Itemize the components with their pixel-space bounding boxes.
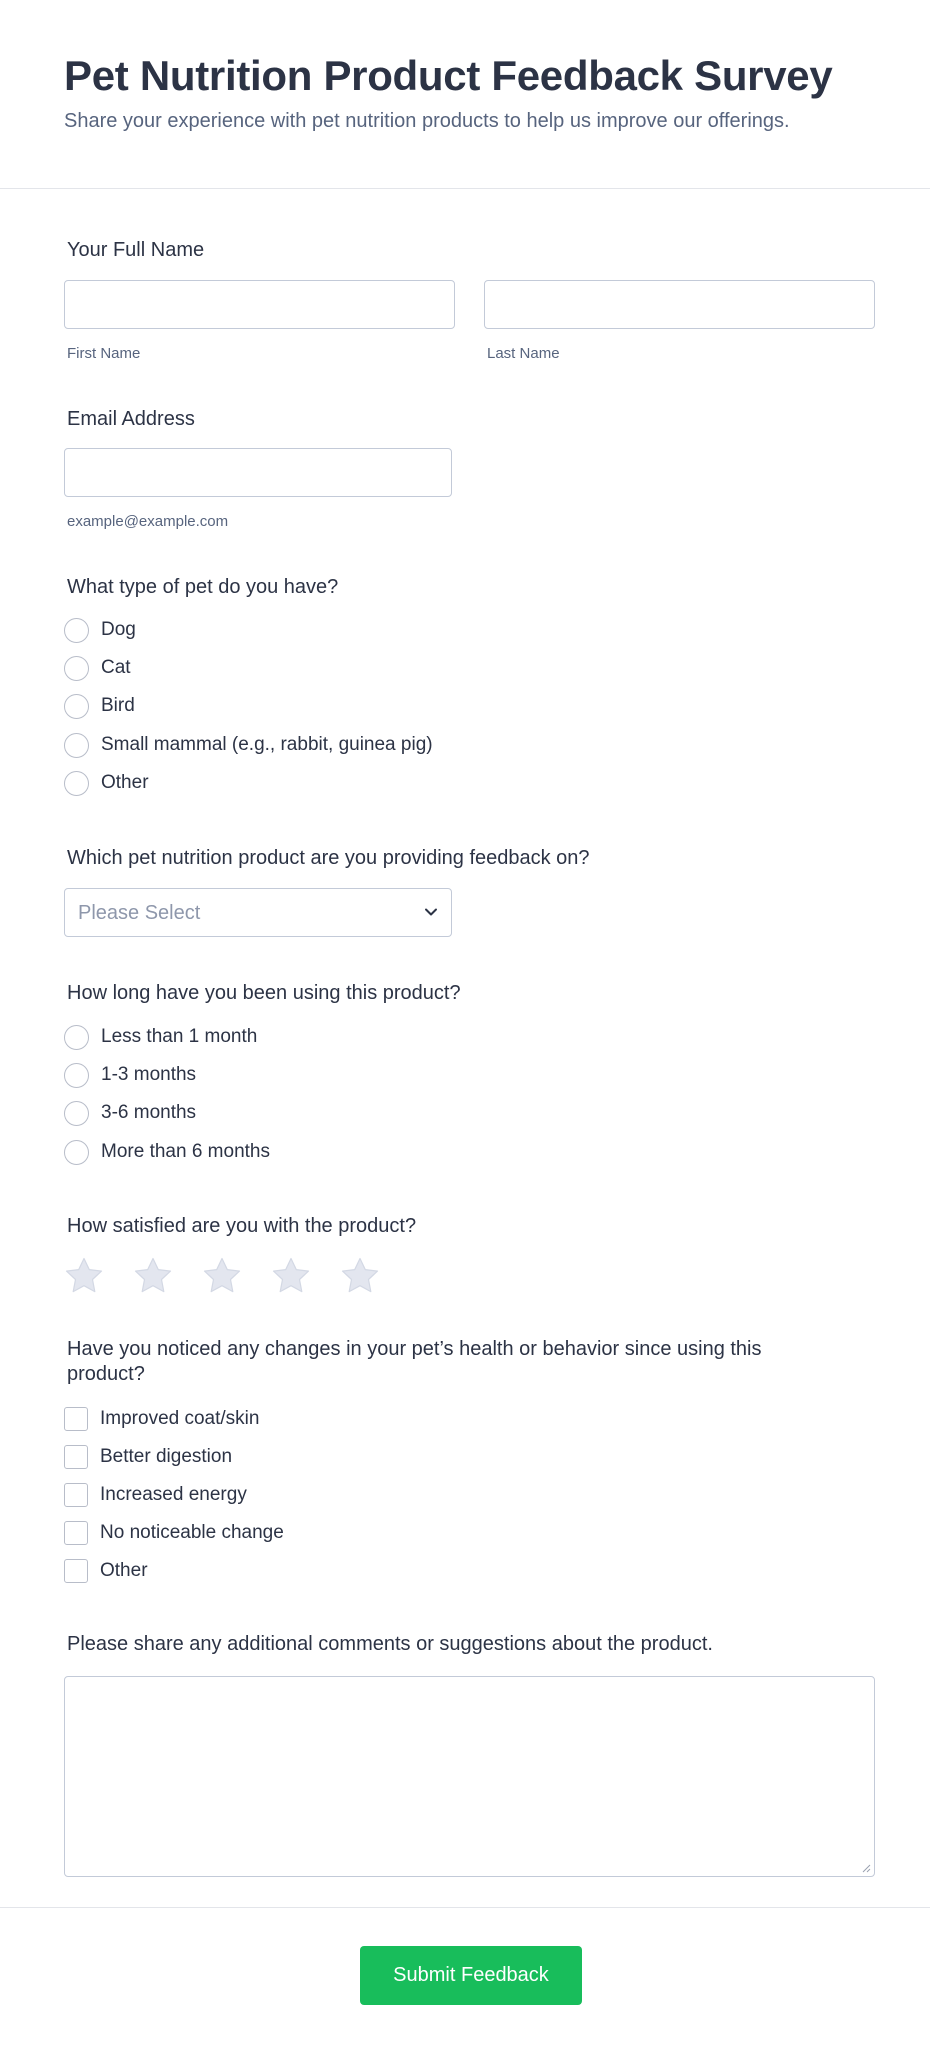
star-icon[interactable]	[202, 1256, 242, 1296]
radio-button[interactable]	[64, 771, 89, 796]
star-icon[interactable]	[340, 1256, 380, 1296]
checkbox[interactable]	[64, 1521, 88, 1545]
pet-type-option-small-mammal[interactable]	[64, 732, 433, 758]
pet-type-option-dog[interactable]	[64, 617, 136, 643]
changes-option-other[interactable]	[64, 1558, 148, 1584]
option-label: More than 6 months	[101, 1141, 270, 1162]
duration-option-less-than-1-month[interactable]	[64, 1024, 257, 1050]
footer-divider	[0, 1907, 930, 1908]
full-name-label: Your Full Name	[67, 239, 205, 261]
usage-duration-label: How long have you been using this product?	[67, 982, 461, 1004]
option-label: 3-6 months	[101, 1102, 197, 1123]
changes-label-line1: Have you noticed any changes in your pet’s health or behavior since using this	[67, 1338, 762, 1360]
last-name-input[interactable]	[484, 280, 875, 329]
radio-button[interactable]	[64, 618, 89, 643]
submit-button[interactable]: Submit Feedback	[360, 1946, 582, 2005]
option-label: Other	[101, 772, 149, 793]
changes-option-improved-coat[interactable]	[64, 1406, 259, 1432]
option-label: Less than 1 month	[101, 1026, 258, 1047]
radio-button[interactable]	[64, 1063, 89, 1088]
changes-label-line2: product?	[67, 1363, 145, 1385]
duration-option-1-3-months[interactable]	[64, 1062, 196, 1088]
option-label: Small mammal (e.g., rabbit, guinea pig)	[101, 734, 433, 755]
star-icon[interactable]	[133, 1256, 173, 1296]
radio-button[interactable]	[64, 694, 89, 719]
star-icon[interactable]	[271, 1256, 311, 1296]
pet-type-label: What type of pet do you have?	[67, 576, 339, 598]
option-label: Dog	[101, 619, 136, 640]
checkbox[interactable]	[64, 1483, 88, 1507]
select-placeholder: Please Select	[78, 902, 201, 924]
product-label: Which pet nutrition product are you providing feedback on?	[67, 847, 590, 869]
page-title: Pet Nutrition Product Feedback Survey	[64, 52, 833, 99]
resize-handle-icon[interactable]	[861, 1863, 871, 1873]
email-sublabel: example@example.com	[67, 513, 229, 530]
option-label: Bird	[101, 695, 135, 716]
option-label: Other	[100, 1560, 148, 1581]
satisfaction-label: How satisfied are you with the product?	[67, 1215, 417, 1237]
option-label: 1-3 months	[101, 1064, 197, 1085]
email-label: Email Address	[67, 408, 195, 430]
radio-button[interactable]	[64, 656, 89, 681]
option-label: Cat	[101, 657, 131, 678]
product-select[interactable]	[64, 888, 452, 937]
radio-button[interactable]	[64, 733, 89, 758]
pet-type-option-cat[interactable]	[64, 655, 131, 681]
radio-button[interactable]	[64, 1101, 89, 1126]
changes-option-no-change[interactable]	[64, 1520, 284, 1546]
option-label: No noticeable change	[100, 1522, 284, 1543]
checkbox[interactable]	[64, 1559, 88, 1583]
changes-option-better-digestion[interactable]	[64, 1444, 232, 1470]
last-name-sublabel: Last Name	[487, 345, 560, 362]
form-header	[0, 0, 930, 189]
chevron-down-icon	[423, 904, 439, 920]
changes-option-increased-energy[interactable]	[64, 1482, 247, 1508]
email-input[interactable]	[64, 448, 452, 497]
option-label: Improved coat/skin	[100, 1408, 260, 1429]
duration-option-3-6-months[interactable]	[64, 1100, 196, 1126]
comments-label: Please share any additional comments or suggestions about the product.	[67, 1633, 713, 1655]
radio-button[interactable]	[64, 1025, 89, 1050]
comments-textarea[interactable]	[64, 1676, 875, 1877]
checkbox[interactable]	[64, 1407, 88, 1431]
checkbox[interactable]	[64, 1445, 88, 1469]
pet-type-option-bird[interactable]	[64, 693, 135, 719]
option-label: Better digestion	[100, 1446, 233, 1467]
first-name-sublabel: First Name	[67, 345, 141, 362]
star-icon[interactable]	[64, 1256, 104, 1296]
page-subtitle: Share your experience with pet nutrition products to help us improve our offerings.	[64, 110, 790, 132]
option-label: Increased energy	[100, 1484, 247, 1505]
radio-button[interactable]	[64, 1140, 89, 1165]
duration-option-more-than-6-months[interactable]	[64, 1139, 270, 1165]
pet-type-option-other[interactable]	[64, 770, 149, 796]
first-name-input[interactable]	[64, 280, 455, 329]
